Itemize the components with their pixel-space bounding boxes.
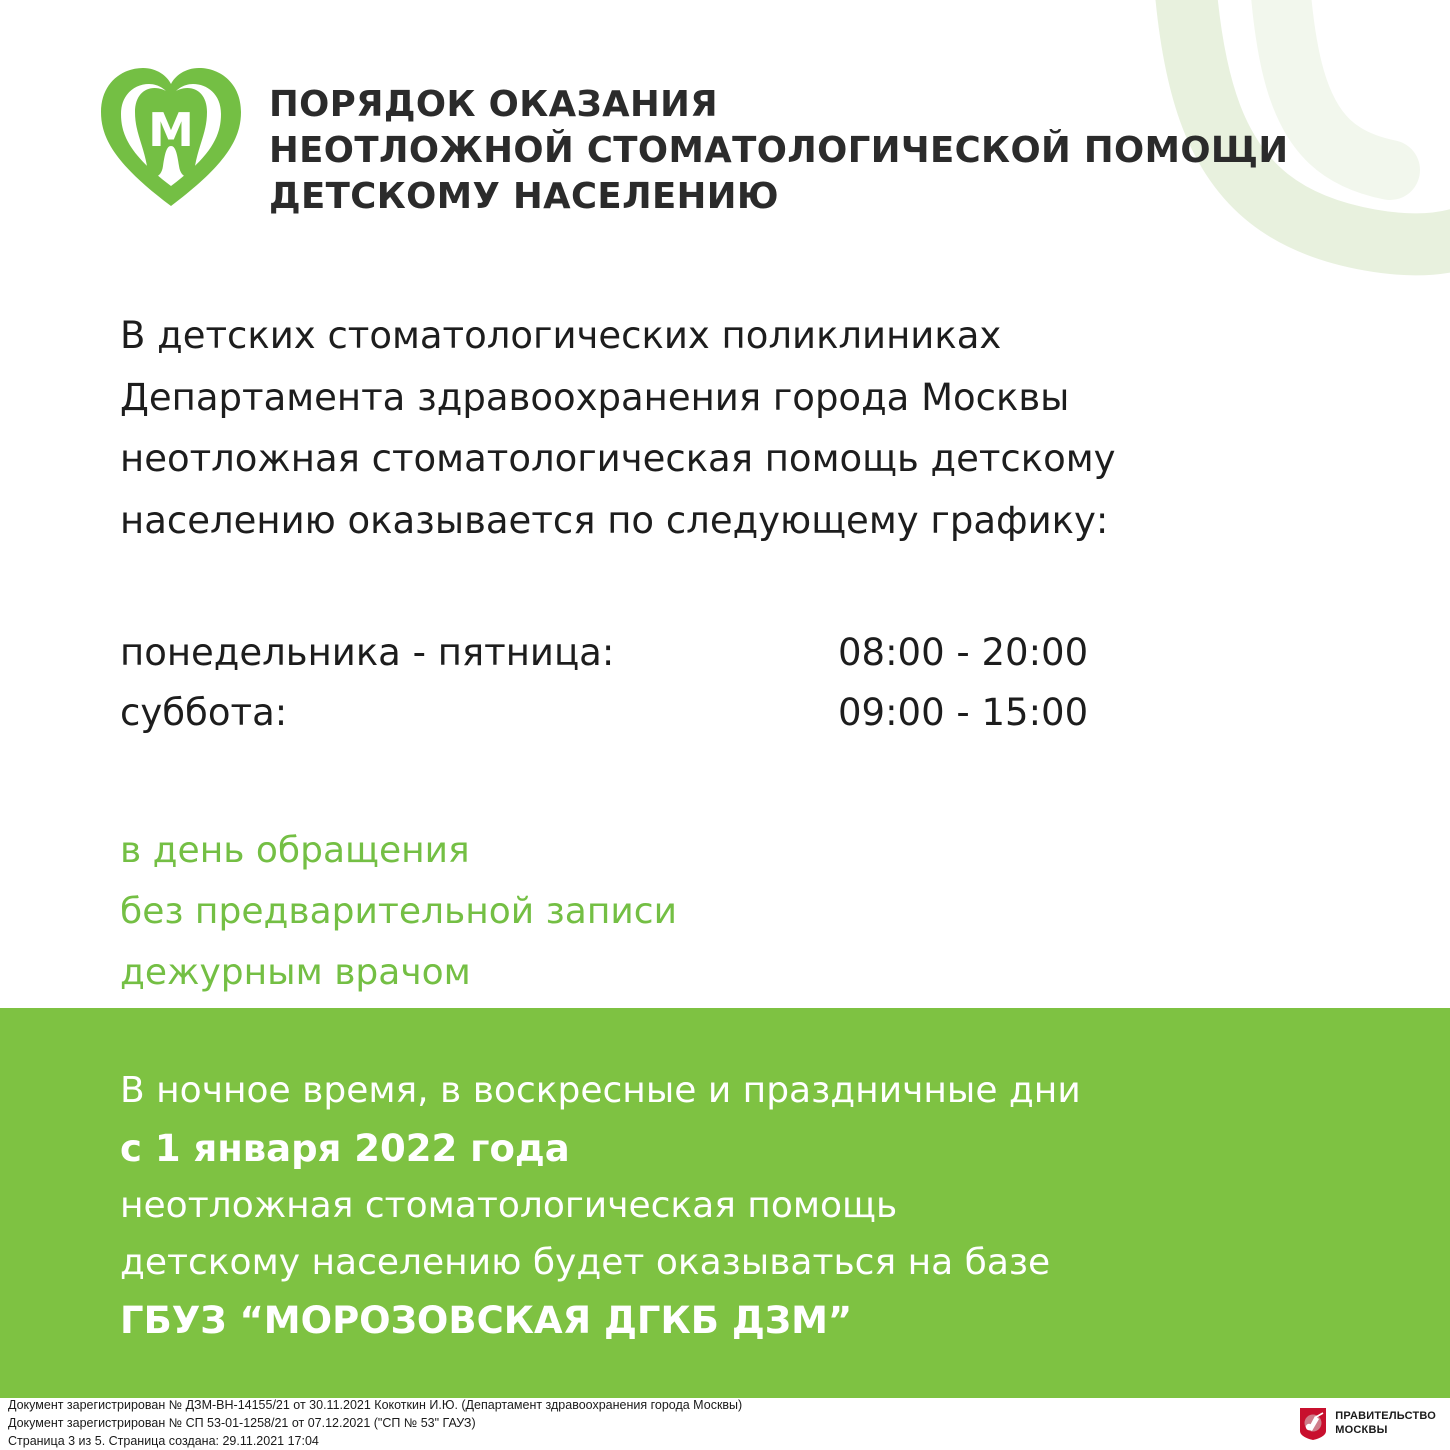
title-line-1: ПОРЯДОК ОКАЗАНИЯ — [269, 84, 718, 125]
gov-label-line-1: ПРАВИТЕЛЬСТВО — [1335, 1410, 1436, 1423]
registration-line-2: Документ зарегистрирован № СП 53-01-1258/21 от 07.12.2021 ("СП № 53" ГАУЗ) — [8, 1416, 476, 1431]
registration-line-1: Документ зарегистрирован № ДЗМ-ВН-14155/21 от 30.11.2021 Кокоткин И.Ю. (Департамент здравоохранения города Москвы) — [8, 1398, 743, 1413]
intro-line-3: неотложная стоматологическая помощь детскому — [120, 437, 1116, 481]
government-label — [1335, 1410, 1436, 1438]
schedule-row — [120, 683, 1390, 743]
intro-line-2: Департамента здравоохранения города Москвы — [120, 375, 1070, 419]
government-mark — [1298, 1407, 1440, 1441]
title-line-2: НЕОТЛОЖНОЙ СТОМАТОЛОГИЧЕСКОЙ ПОМОЩИ — [269, 129, 1289, 171]
green-note-line-2: без предварительной записи — [120, 890, 677, 932]
registration-text — [8, 1397, 742, 1450]
panel-line-2: с 1 января 2022 года — [120, 1126, 570, 1170]
tooth-in-heart-logo-icon — [95, 60, 247, 212]
schedule-row — [120, 623, 1390, 683]
intro-line-4: населению оказывается по следующему графику: — [120, 498, 1109, 542]
gov-label-line-2: МОСКВЫ — [1335, 1424, 1388, 1436]
green-highlight-panel — [0, 1008, 1450, 1398]
intro-paragraph — [120, 305, 1390, 551]
green-notes-block — [120, 820, 1390, 1004]
svg-text:М: М — [148, 103, 194, 157]
green-note-line-3: дежурным врачом — [120, 951, 471, 993]
moscow-coat-of-arms-icon — [1298, 1407, 1328, 1441]
document-body — [0, 305, 1450, 1003]
panel-line-3: неотложная стоматологическая помощь — [120, 1185, 898, 1227]
green-note-line-1: в день обращения — [120, 829, 470, 871]
schedule-time-value: 09:00 - 15:00 — [838, 691, 1089, 735]
registration-line-3: Страница 3 из 5. Страница создана: 29.11.2021 17:04 — [8, 1433, 319, 1448]
document-header — [0, 0, 1450, 219]
panel-line-5: ГБУЗ “МОРОЗОВСКАЯ ДГКБ ДЗМ” — [120, 1299, 853, 1343]
page-title — [269, 82, 1289, 219]
schedule-table — [120, 623, 1390, 744]
panel-line-1: В ночное время, в воскресные и праздничные дни — [120, 1070, 1081, 1111]
document-footer — [0, 1398, 1450, 1450]
schedule-day-label: понедельника - пятница: — [120, 630, 615, 674]
schedule-time-value: 08:00 - 20:00 — [838, 630, 1089, 674]
panel-line-4: детскому населению будет оказываться на базе — [120, 1242, 1051, 1284]
schedule-day-label: суббота: — [120, 691, 288, 735]
intro-line-1: В детских стоматологических поликлиниках — [120, 314, 1002, 358]
title-line-3: ДЕТСКОМУ НАСЕЛЕНИЮ — [269, 175, 779, 217]
